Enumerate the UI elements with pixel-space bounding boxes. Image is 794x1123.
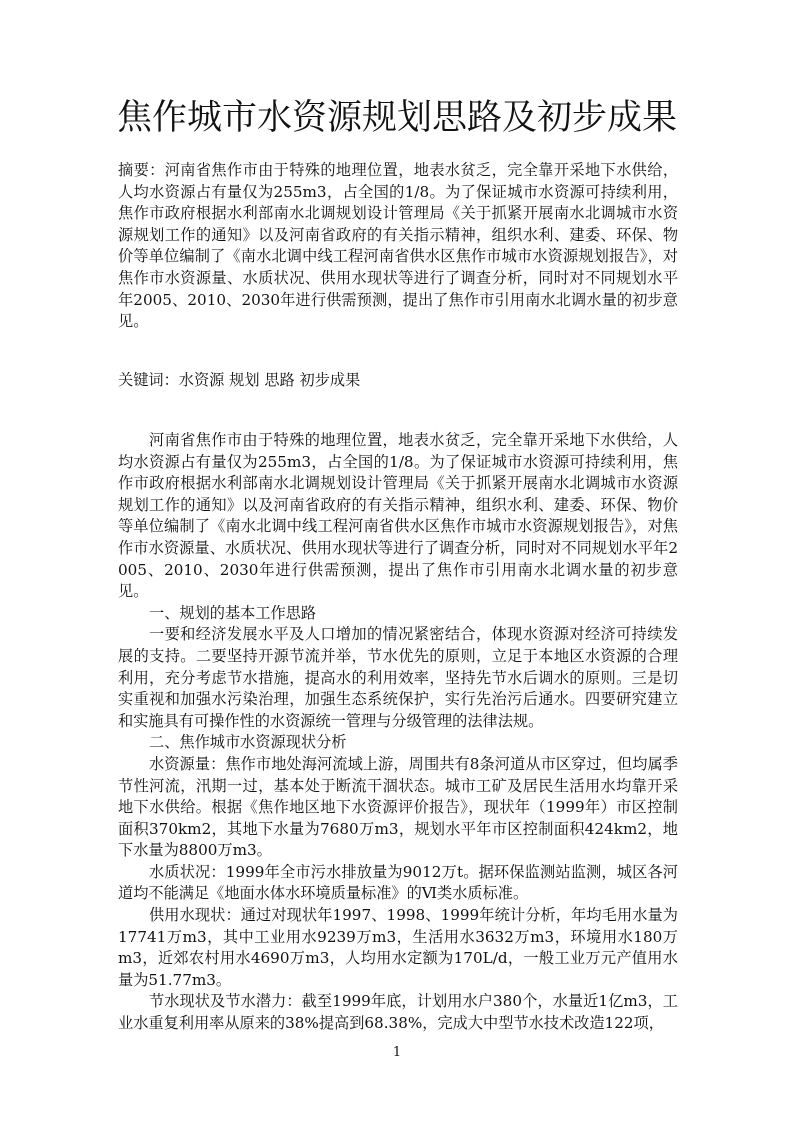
body-paragraph: 河南省焦作市由于特殊的地理位置，地表水贫乏，完全靠开采地下水供给，人均水资源占有量仅为255m3，占全国的1/8。为了保证城市水资源可持续利用，焦作市政府根据水利部南水北调规划设计管理局《关于抓紧开展南水北调城市水资源规划工作的通知》以及河南省政府的有关指示精神，组织水利、建委、环保、物价等单位编制了《南水北调中线工程河南省供水区焦作市城市水资源规划报告》，对焦作市水资源量、水质状况、供用水现状等进行了调查分析，同时对不同规划水平年2005、2010、2030年进行供需预测，提出了焦作市引用南水北调水量的初步意见。 bbox=[118, 431, 678, 601]
keywords-text: 关键词：水资源 规划 思路 初步成果 bbox=[118, 371, 361, 389]
body-paragraph: 水资源量：焦作市地处海河流域上游，周围共有8条河道从市区穿过，但均属季节性河流，汛期一过，基本处于断流干涸状态。城市工矿及居民生活用水均靠开采地下水供给。根据《焦作地区地下水资源评价报告》，现状年（1999年）市区控制面积370km2，其地下水量为7680万m3，规划水平年市区控制面积424km2，地下水量为8800万m3。 bbox=[118, 754, 678, 860]
body-paragraph: 水质状况：1999年全市污水排放量为9012万t。据环保监测站监测，城区各河道均不能满足《地面水体水环境质量标准》的Ⅵ类水质标准。 bbox=[118, 862, 678, 903]
body-paragraph: 一要和经济发展水平及人口增加的情况紧密结合，体现水资源对经济可持续发展的支持。二要坚持开源节流并举，节水优先的原则，立足于本地区水资源的合理利用，充分考虑节水措施，提高水的利用效率，坚持先节水后调水的原则。三是切实重视和加强水污染治理，加强生态系统保护，实行先治污后通水。四要研究建立和实施具有可操作性的水资源统一管理与分级管理的法律法规。 bbox=[118, 625, 678, 730]
section-heading: 一、规划的基本工作思路 bbox=[149, 603, 317, 622]
body-paragraph: 节水现状及节水潜力：截至1999年底，计划用水户380个，水量近1亿m3，工业水重复利用率从原来的38%提高到68.38%，完成大中型节水技术改造122项， bbox=[118, 992, 678, 1033]
section-heading: 二、焦作城市水资源现状分析 bbox=[149, 733, 347, 752]
page-number: 1 bbox=[392, 1045, 402, 1060]
body-section bbox=[118, 430, 678, 1035]
keywords-section bbox=[118, 370, 678, 392]
abstract-text: 摘要：河南省焦作市由于特殊的地理位置，地表水贫乏，完全靠开采地下水供给，人均水资源占有量仅为255m3，占全国的1/8。为了保证城市水资源可持续利用，焦作市政府根据水利部南水北调规划设计管理局《关于抓紧开展南水北调城市水资源规划工作的通知》以及河南省政府的有关指示精神，组织水利、建委、环保、物价等单位编制了《南水北调中线工程河南省供水区焦作市城市水资源规划报告》，对焦作市水资源量、水质状况、供用水现状等进行了调查分析，同时对不同规划水平年2005、2010、2030年进行供需预测，提出了焦作市引用南水北调水量的初步意见。 bbox=[118, 161, 678, 331]
abstract-section bbox=[118, 160, 678, 333]
document-title: 焦作城市水资源规划思路及初步成果 bbox=[116, 98, 677, 138]
body-paragraph: 供用水现状：通过对现状年1997、1998、1999年统计分析，年均毛用水量为17741万m3，其中工业用水9239万m3，生活用水3632万m3，环境用水180万m3，近郊农村用水4690万m3，人均用水定额为170L/d，一般工业万元产值用水量为51.77m3。 bbox=[118, 906, 678, 989]
